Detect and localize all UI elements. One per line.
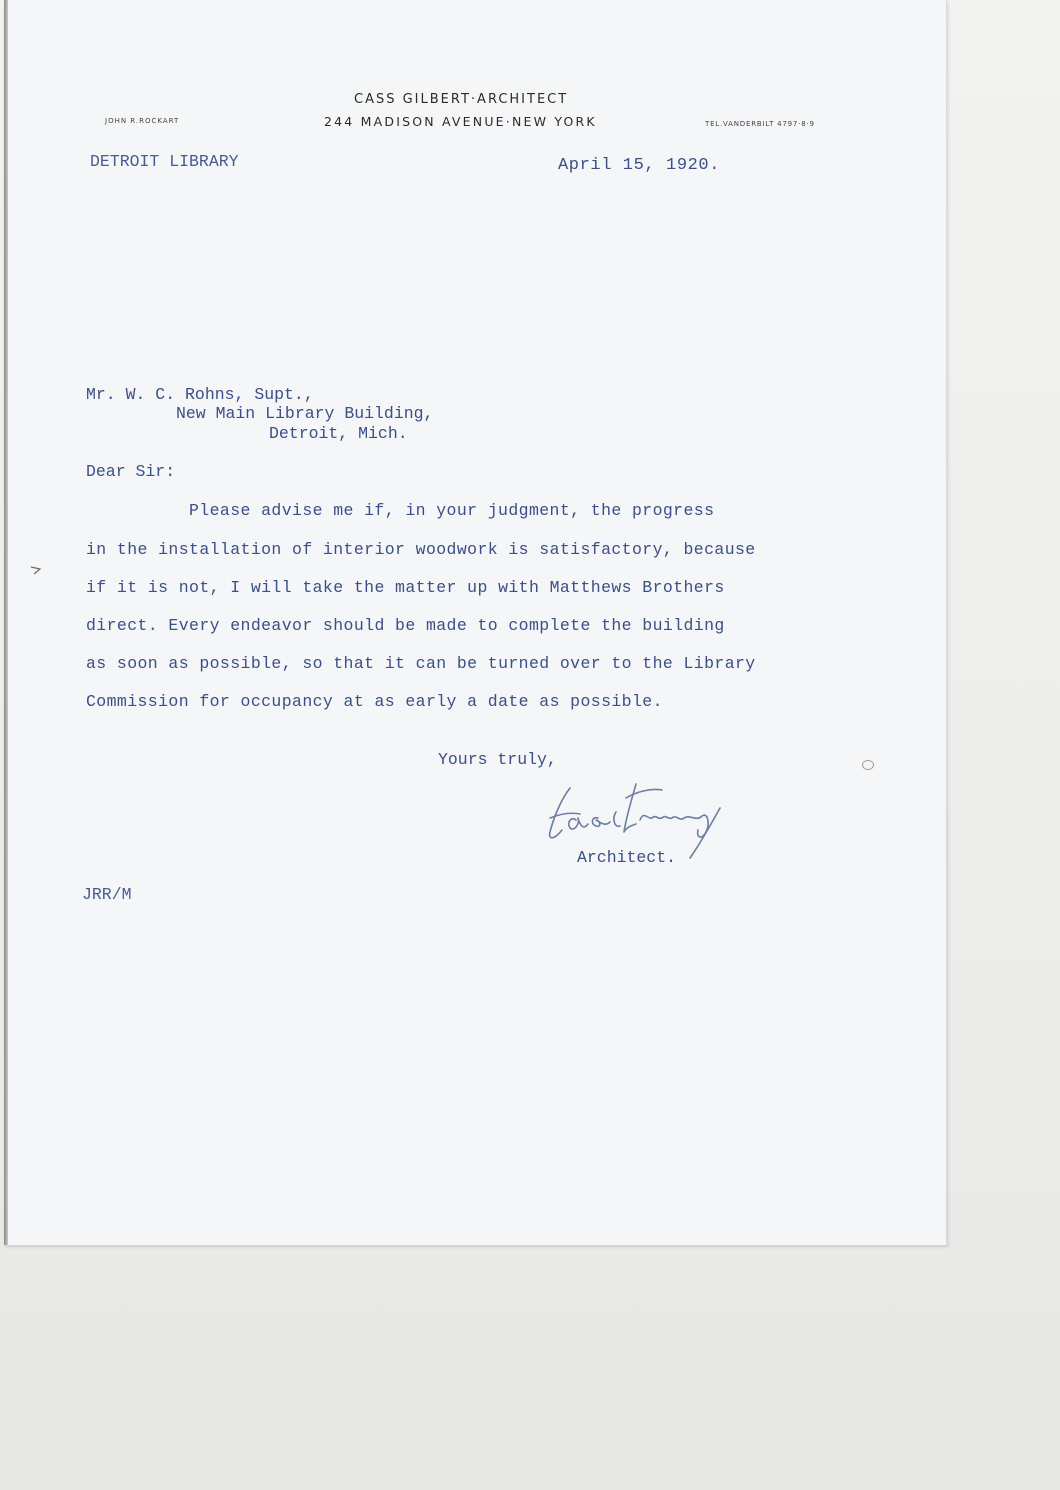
letterhead-address: 244 MADISON AVENUE·NEW YORK: [324, 114, 597, 129]
reference-line: DETROIT LIBRARY: [90, 152, 239, 171]
pencil-tick-mark: [30, 565, 42, 575]
recipient-city: Detroit, Mich.: [269, 424, 408, 443]
signer-title: Architect.: [577, 848, 677, 867]
body-line: as soon as possible, so that it can be turned over to the Library: [86, 654, 756, 673]
body-line: if it is not, I will take the matter up with Matthews Brothers: [86, 578, 725, 597]
letterhead-firm-name: CASS GILBERT·ARCHITECT: [354, 92, 569, 107]
salutation: Dear Sir:: [86, 462, 176, 481]
typist-initials: JRR/M: [82, 885, 132, 904]
punch-hole: [862, 760, 874, 770]
body-line: in the installation of interior woodwork is satisfactory, because: [86, 540, 756, 559]
body-line: Please advise me if, in your judgment, the progress: [189, 501, 715, 520]
complimentary-close: Yours truly,: [438, 750, 557, 769]
letterhead-associate: JOHN R.ROCKART: [105, 117, 180, 125]
letter-date: April 15, 1920.: [558, 156, 721, 175]
sheet-edge: [4, 0, 8, 1245]
recipient-name: Mr. W. C. Rohns, Supt.,: [86, 385, 314, 404]
letterhead-telephone: TEL.VANDERBILT 4797·8·9: [705, 120, 815, 128]
recipient-building: New Main Library Building,: [176, 404, 434, 423]
body-line: direct. Every endeavor should be made to complete the building: [86, 616, 725, 635]
body-line: Commission for occupancy at as early a date as possible.: [86, 692, 663, 711]
